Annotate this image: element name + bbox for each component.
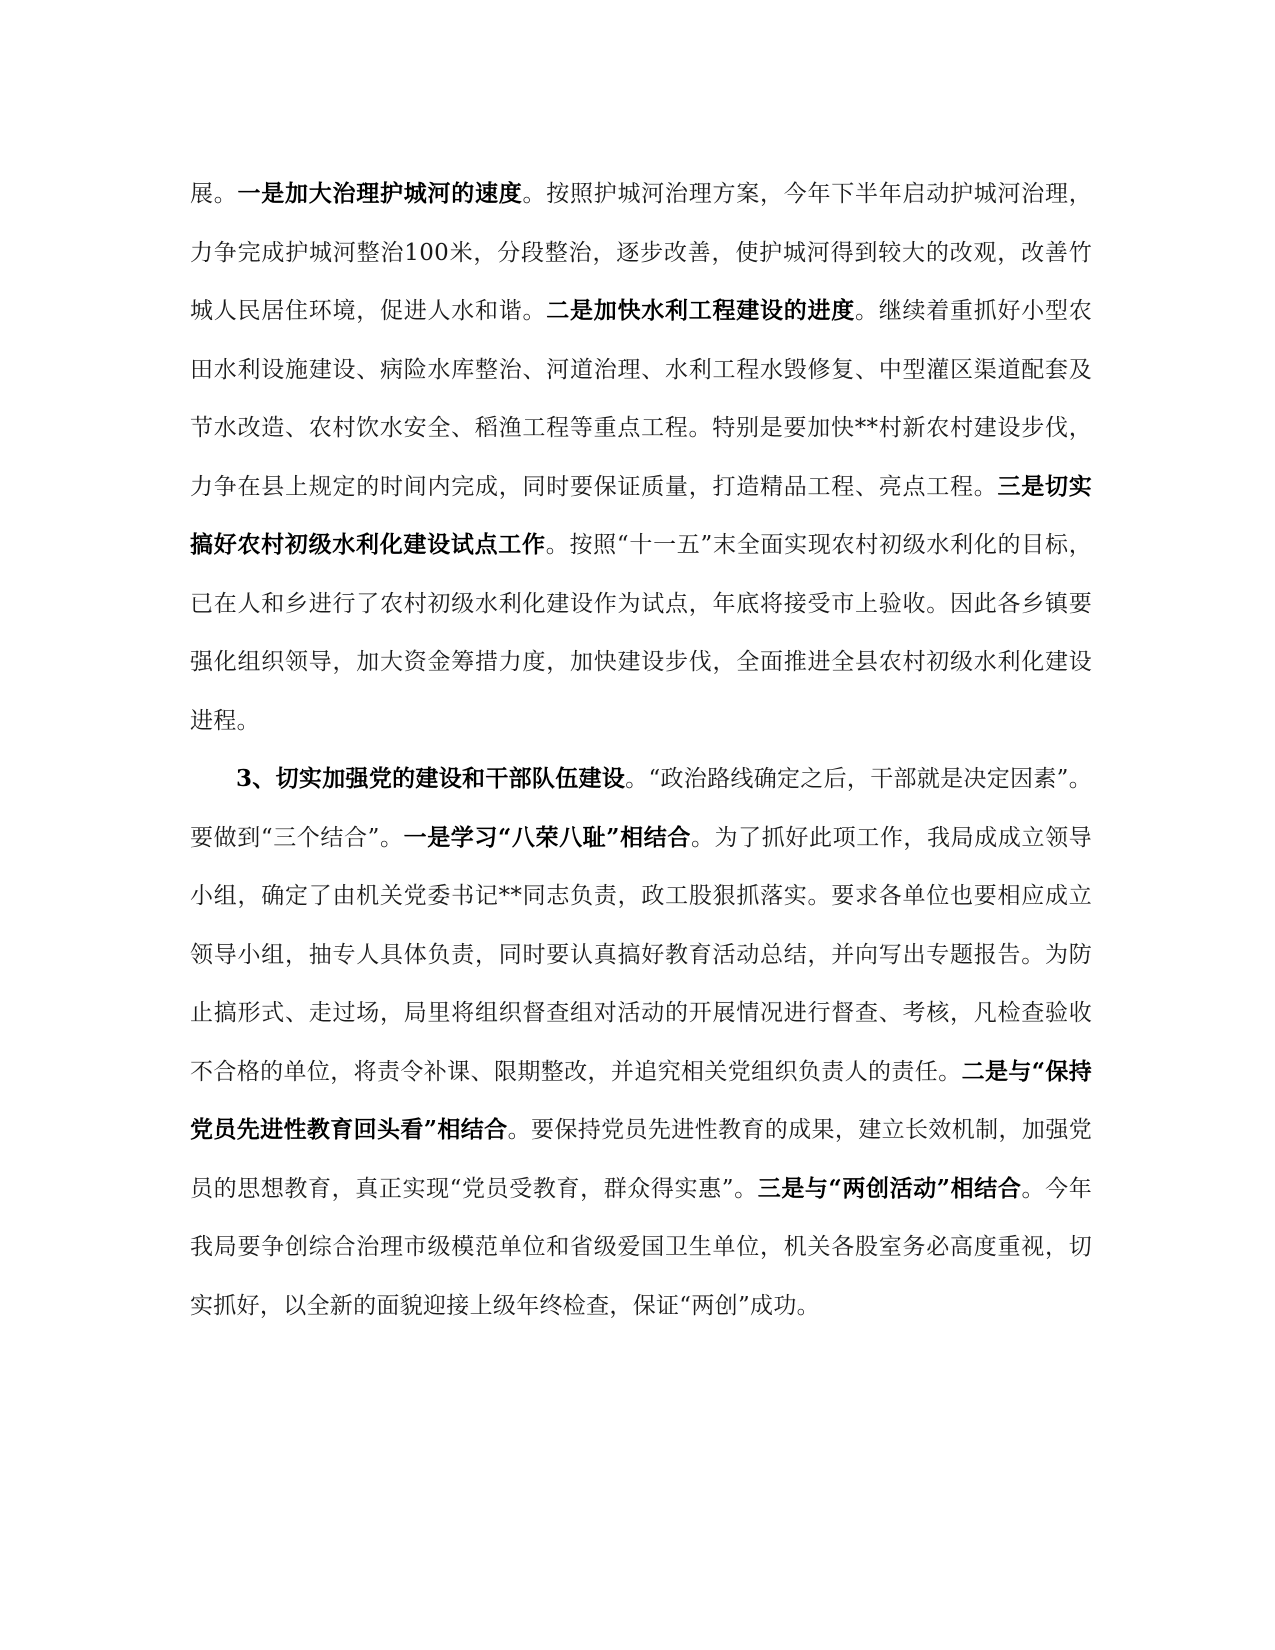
bold-heading-run: 二是与“保持党员先进性教育回头看”相结合 — [190, 1057, 1092, 1143]
text-run: 。继续着重抓好小型农田水利设施建设、病险水库整治、河道治理、水利工程水毁修复、中型灌区渠道配套及节水改造、农村饮水安全、稻渔工程等重点工程。特别是要加快**村新农村建设步伐，力争在县上规定的时间内完成，同时要保证质量，打造精品工程、亮点工程。 — [190, 298, 1093, 500]
bold-heading-run: 一是加大治理护城河的速度 — [237, 180, 523, 207]
text-run: 。为了抓好此项工作，我局成成立领导小组，确定了由机关党委书记**同志负责，政工股狠抓落实。要求各单位也要相应成立领导小组，抽专人具体负责，同时要认真搞好教育活动总结，并向写出专题报告。为防止搞形式、走过场，局里将组织督查组对活动的开展情况进行督查、考核，凡检查验收不合格的单位，将责令补课、限期整改，并追究相关党组织负责人的责任。 — [190, 824, 1092, 1085]
bold-heading-run: 二是加快水利工程建设的进度 — [546, 297, 855, 324]
text-run: 。“政治路线确定之后，干部就是决定因素”。要做到“三个结合”。 — [190, 766, 1092, 851]
text-run: 展。 — [190, 181, 238, 207]
section-heading-run: 3、切实加强党的建设和干部队伍建设 — [236, 765, 626, 792]
text-run: 。要保持党员先进性教育的成果，建立长效机制，加强党员的思想教育，真正实现“党员受教育，群众得实惠”。 — [190, 1117, 1092, 1202]
bold-heading-run: 三是切实搞好农村初级水利化建设试点工作 — [190, 472, 1092, 558]
bold-heading-run: 一是学习“八荣八耻”相结合 — [403, 823, 691, 851]
text-run: 。按照护城河治理方案，今年下半年启动护城河治理，力争完成护城河整治100米，分段整治，逐步改善，使护城河得到较大的改观，改善竹城人民居住环境，促进人水和谐。 — [190, 181, 1092, 324]
text-run: 。按照“十一五”末全面实现农村初级水利化的目标，已在人和乡进行了农村初级水利化建设作为试点，年底将接受市上验收。因此各乡镇要强化组织领导，加大资金筹措力度，加快建设步伐，全面推进全县农村初级水利化建设进程。 — [190, 532, 1093, 734]
bold-heading-run: 三是与“两创活动”相结合 — [757, 1174, 1022, 1202]
text-run: 。今年我局要争创综合治理市级模范单位和省级爱国卫生单位，机关各股室务必高度重视，切实抓好，以全新的面貌迎接上级年终检查，保证“两创”成功。 — [190, 1175, 1093, 1319]
body-paragraph-party-building — [190, 750, 1092, 1335]
body-paragraph-water-projects — [190, 165, 1092, 750]
